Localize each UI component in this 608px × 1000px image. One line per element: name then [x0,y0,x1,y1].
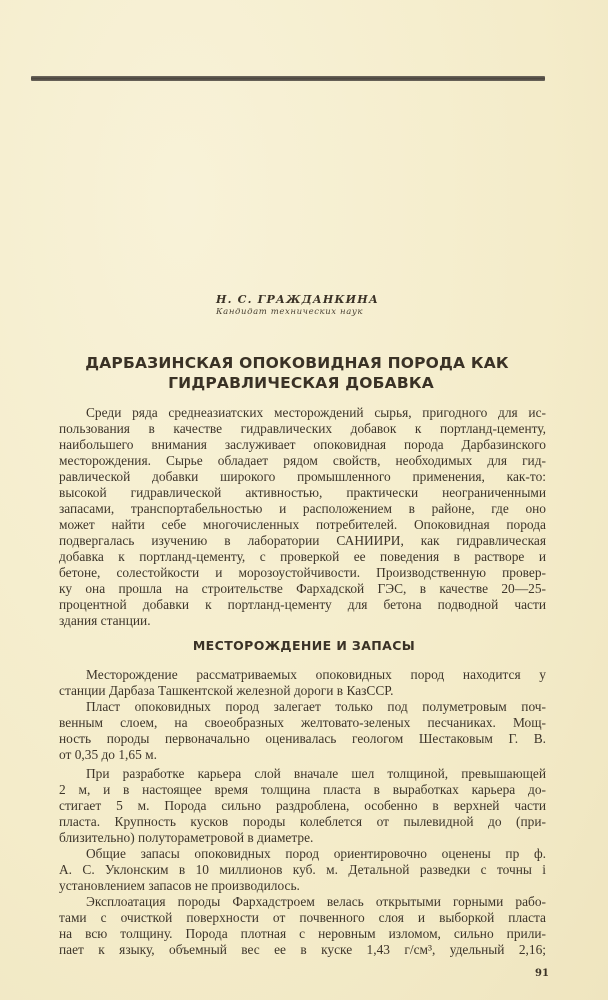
text-line: наибольшего внимания заслуживает опоковидная порода Дарбазинского [59,437,546,452]
text-line: А. С. Уклонским в 10 миллионов куб. м. Детальной разведки с точны і [59,862,546,877]
text-line: стигает 5 м. Порода сильно раздроблена, особенно в верхней части [59,798,546,813]
article-title-line-1: ДАРБАЗИНСКАЯ ОПОКОВИДНАЯ ПОРОДА КАК [85,354,509,372]
text-line: равлической добавки широкого промышленного применения, как-то: [59,469,546,484]
text-line: пользования в качестве гидравлических добавок к портланд-цементу, [59,421,546,436]
text-line: процентной добавки к портланд-цементу для бетона подводной части [59,597,546,612]
text-line: ность породы первоначально оценивалась геологом Шестаковым Г. В. [59,731,546,746]
header-rule [31,76,545,81]
text-line: пает к языку, объемный вес ее в куске 1,43 г/см³, удельный 2,16; [59,942,546,957]
text-line: При разработке карьера слой вначале шел толщиной, превышающей [86,766,546,781]
text-line: близительно) полутораметровой в диаметре. [59,830,314,845]
text-line: запасами, транспортабельностью и расположением в районе, где оно [59,501,546,516]
text-line: Общие запасы опоковидных пород ориентировочно оценены пр ф. [86,846,546,861]
text-line: на всю толщину. Порода плотная с неровным изломом, сильно прили- [59,926,546,941]
text-line: месторождения. Сырье обладает рядом свойств, необходимых для гид- [59,453,546,468]
text-line: от 0,35 до 1,65 м. [59,747,157,762]
text-line: Эксплоатация породы Фархадстроем велась открытыми горными рабо- [86,894,546,909]
text-line: пласта. Крупность кусков породы колеблется от пылевидной до (при- [59,814,546,829]
text-line: Среди ряда среднеазиатских месторождений сырья, пригодного для ис- [86,405,546,420]
page-number: 91 [535,968,549,979]
text-line: 2 м, и в настоящее время толщина пласта в выработках карьера до- [59,782,546,797]
text-line: подвергалась изучению в лаборатории САНИИРИ, как гидравлическая [59,533,546,548]
section-heading: МЕСТОРОЖДЕНИЕ И ЗАПАСЫ [192,638,416,653]
text-line: здания станции. [59,613,151,628]
text-line: установлением запасов не производилось. [59,878,300,893]
text-line: может найти себе многочисленных потребителей. Опоковидная порода [59,517,546,532]
article-title-line-2: ГИДРАВЛИЧЕСКАЯ ДОБАВКА [168,374,434,392]
author-degree: Кандидат технических наук [216,307,364,317]
text-line: бетоне, солестойкости и морозоустойчивости. Производственную провер- [59,565,546,580]
text-line: ку она прошла на строительстве Фархадской ГЭС, в качестве 20—25- [59,581,546,596]
text-line: тами с очисткой поверхности от почвенного слоя и выборкой пласта [59,910,546,925]
text-line: высокой гидравлической активностью, практически неограниченными [59,485,546,500]
text-line: венным слоем, на своеобразных желтовато-зеленых песчаниках. Мощ- [59,715,546,730]
text-line: Месторождение рассматриваемых опоковидных пород находится у [86,667,546,682]
text-line: станции Дарбаза Ташкентской железной дороги в КазССР. [59,683,394,698]
author-name: Н. С. ГРАЖДАНКИНА [216,293,380,306]
text-line: Пласт опоковидных пород залегает только под полуметровым поч- [86,699,546,714]
text-line: добавка к портланд-цементу, с проверкой ее поведения в растворе и [59,549,546,564]
